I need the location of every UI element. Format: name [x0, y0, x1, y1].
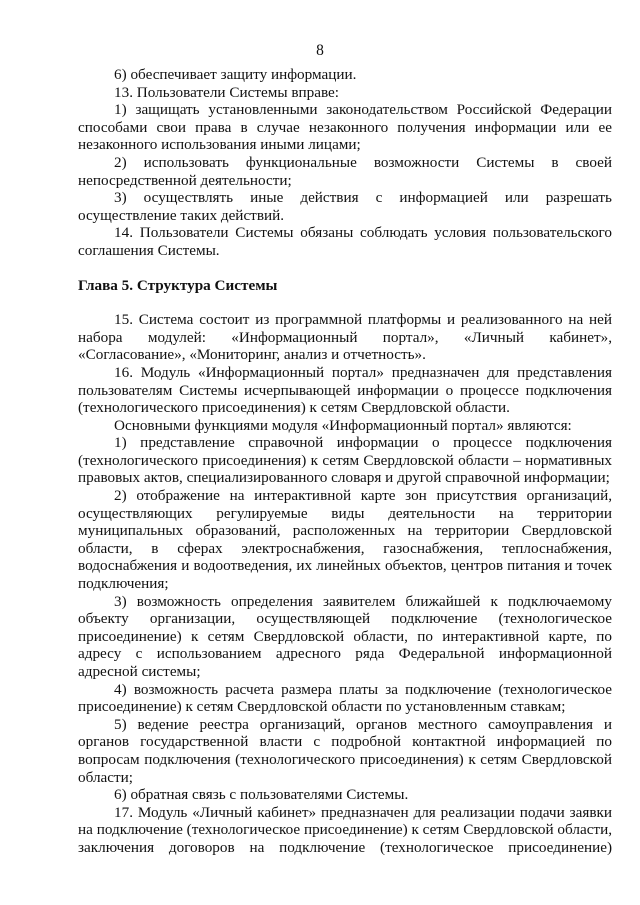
paragraph: 1) защищать установленными законодательством Российской Федерации способами свои права в случае незаконного получения информации или ее незаконного использования иными лицами;: [78, 101, 612, 154]
paragraph: 4) возможность расчета размера платы за подключение (технологическое присоединение) к сетям Свердловской области по установленным ставкам;: [78, 680, 612, 716]
paragraph: 2) использовать функциональные возможности Системы в своей непосредственной деятельности;: [78, 153, 612, 189]
paragraph: 13. Пользователи Системы вправе:: [114, 83, 340, 101]
paragraph: 5) ведение реестра организаций, органов местного самоуправления и органов государственной власти с подробной контактной информацией по вопросам подключения (технологического присоединения) к сетям Свердловской области;: [78, 715, 612, 786]
page-number: 8: [316, 42, 324, 59]
paragraph: 15. Система состоит из программной платформы и реализованного на ней набора модулей: «Информационный портал», «Личный кабинет», «Согласование», «Мониторинг, анализ и отчетность».: [78, 311, 612, 364]
paragraph: 1) представление справочной информации о процессе подключения (технологического присоединения) к сетям Свердловской области – нормативных правовых актов, специализированного словаря и другой справочной информации;: [78, 434, 612, 487]
paragraph: 3) возможность определения заявителем ближайшей к подключаемому объекту организации, осуществляющей подключение (технологическое присоединение) к сетям Свердловской области, по интерактивной карте, по адресу с использованием адресного ряда Федеральной информационной адресной системы;: [78, 592, 612, 680]
paragraph: 2) отображение на интерактивной карте зон присутствия организаций, осуществляющих регулируемые виды деятельности на территории муниципальных образований, расположенных на территории Свердловской области, в сферах электроснабжения, газоснабжения, теплоснабжения, водоснабжения и водоотведения, их линейных объектов, центров питания и точек подключения;: [78, 487, 612, 593]
paragraph: 6) обратная связь с пользователями Системы.: [114, 786, 409, 804]
paragraph: 16. Модуль «Информационный портал» предназначен для представления пользователям Системы исчерпывающей информации о процессе подключения (технологического присоединения) к сетям Свердловской области.: [78, 363, 612, 417]
paragraph: 17. Модуль «Личный кабинет» предназначен для реализации подачи заявки на подключение (технологическое присоединение) к сетям Свердловской области, заключения договоров на подключение (технологическое присоединение): [78, 803, 612, 856]
chapter-heading: Глава 5. Структура Системы: [78, 276, 278, 294]
paragraph: Основными функциями модуля «Информационный портал» являются:: [114, 416, 572, 434]
paragraph: 14. Пользователи Системы обязаны соблюдать условия пользовательского соглашения Системы.: [78, 224, 612, 259]
paragraph: 6) обеспечивает защиту информации.: [114, 66, 357, 83]
paragraph: 3) осуществлять иные действия с информацией или разрешать осуществление таких действий.: [78, 189, 612, 224]
document-body: [78, 66, 612, 857]
